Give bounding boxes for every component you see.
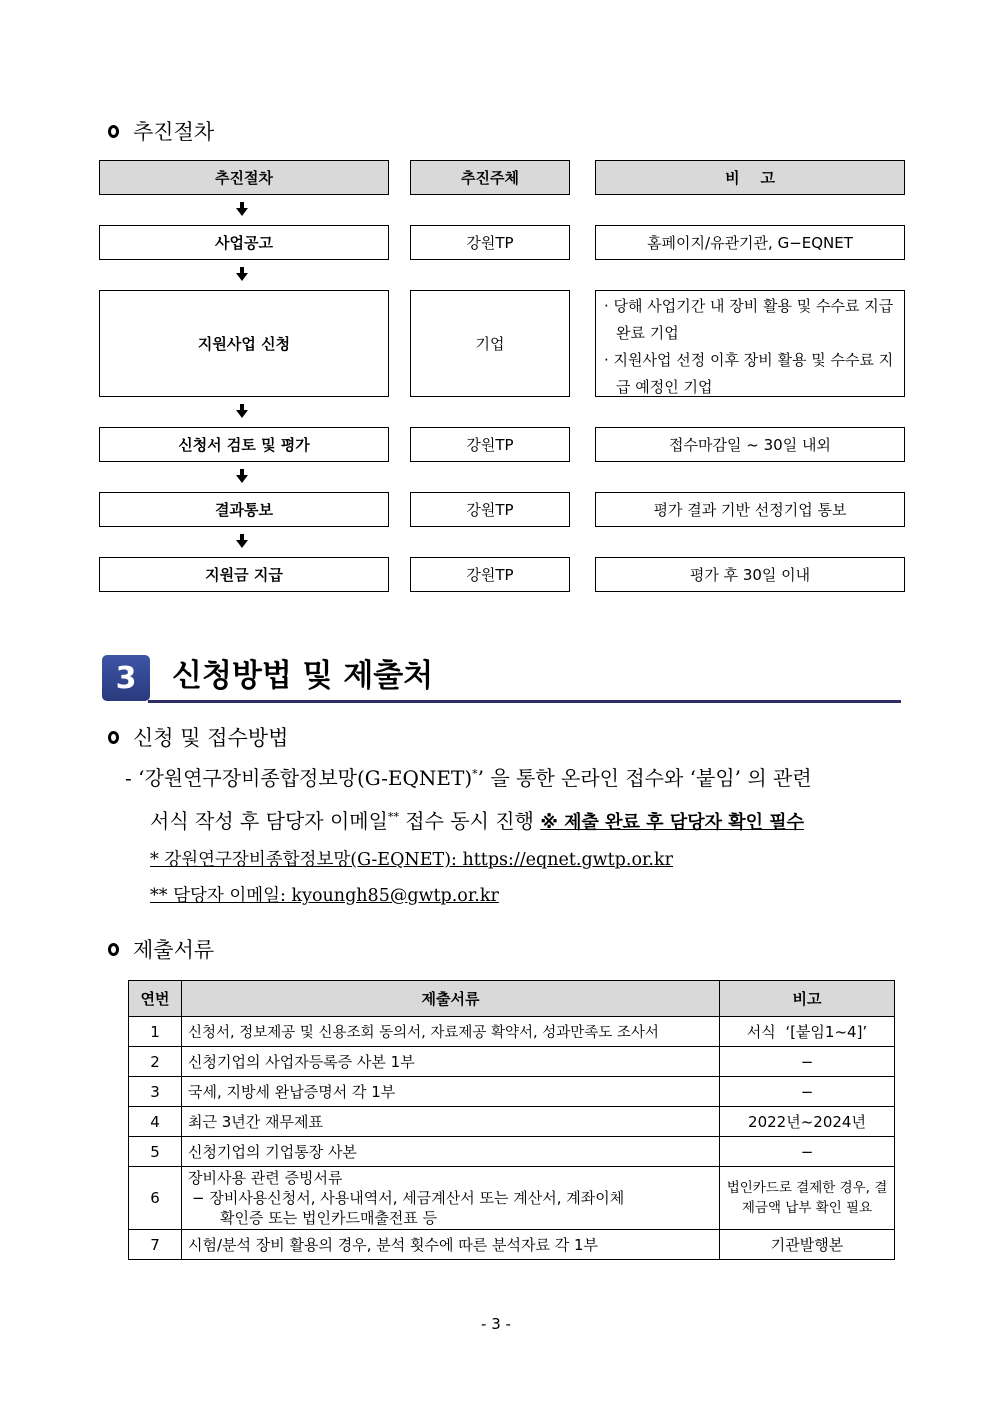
flow-note-3: 접수마감일 ~ 30일 내외	[595, 427, 905, 462]
table-header-row	[129, 981, 895, 1017]
row-number: 2	[129, 1047, 182, 1077]
footnote-eqnet-url[interactable]: * 강원연구장비종합정보망(G-EQNET): https://eqnet.gwtp.or.kr	[150, 850, 673, 870]
flow-note-2-item: · 지원사업 선정 이후 장비 활용 및 수수료 지급 예정인 기업	[604, 351, 894, 396]
documents-heading-text: 제출서류	[133, 938, 215, 962]
method-line-1-text: - ‘강원연구장비종합정보망(G-EQNET)	[125, 766, 473, 790]
flow-actor-1: 강원TP	[410, 225, 570, 260]
row-note: 2022년~2024년	[720, 1107, 895, 1137]
flow-note-2-item: · 당해 사업기간 내 장비 활용 및 수수료 지급 완료 기업	[604, 297, 894, 342]
row-number: 6	[129, 1167, 182, 1230]
row-note: −	[720, 1047, 895, 1077]
down-arrow-icon	[236, 534, 248, 548]
row-note: −	[720, 1077, 895, 1107]
column-header-no: 연번	[129, 981, 182, 1017]
down-arrow-icon	[236, 267, 248, 281]
table-row	[129, 1047, 895, 1077]
down-arrow-icon	[236, 202, 248, 216]
table-row	[129, 1017, 895, 1047]
flow-step-1: 사업공고	[99, 225, 389, 260]
procedure-heading	[108, 116, 214, 146]
flow-actor-3: 강원TP	[410, 427, 570, 462]
flow-header-actor: 추진주체	[410, 160, 570, 195]
column-header-note: 비고	[720, 981, 895, 1017]
footnote-marker: *	[472, 767, 478, 781]
method-line-2	[150, 805, 804, 834]
row-document: 국세, 지방세 완납증명서 각 1부	[182, 1077, 720, 1107]
flow-note-4: 평가 결과 기반 선정기업 통보	[595, 492, 905, 527]
row-note: −	[720, 1137, 895, 1167]
confirmation-notice: ※ 제출 완료 후 담당자 확인 필수	[540, 812, 805, 833]
section-title: 신청방법 및 제출처	[172, 658, 434, 694]
flow-actor-4: 강원TP	[410, 492, 570, 527]
table-row	[129, 1077, 895, 1107]
flow-step-2: 지원사업 신청	[99, 290, 389, 397]
flow-step-4: 결과통보	[99, 492, 389, 527]
row-number: 1	[129, 1017, 182, 1047]
table-row	[129, 1167, 895, 1230]
row-document-detail: − 장비사용신청서, 사용내역서, 세금계산서 또는 계산서, 계좌이체	[192, 1189, 625, 1207]
column-header-doc: 제출서류	[182, 981, 720, 1017]
row-number: 4	[129, 1107, 182, 1137]
row-document-detail: 확인증 또는 법인카드매출전표 등	[220, 1209, 438, 1227]
method-line-1	[125, 762, 812, 791]
documents-table	[128, 980, 895, 1260]
flow-note-5: 평가 후 30일 이내	[595, 557, 905, 592]
down-arrow-icon	[236, 404, 248, 418]
row-document	[182, 1167, 720, 1230]
method-line-1-rest: ’ 을 통한 온라인 접수와 ‘붙임’ 의 관련	[477, 766, 812, 790]
row-note: 서식 ‘[붙임1~4]’	[720, 1017, 895, 1047]
row-number: 7	[129, 1230, 182, 1260]
documents-heading	[108, 934, 214, 964]
row-document: 최근 3년간 재무제표	[182, 1107, 720, 1137]
row-note: 법인카드로 결제한 경우, 결제금액 납부 확인 필요	[720, 1167, 895, 1230]
row-document: 시험/분석 장비 활용의 경우, 분석 횟수에 따른 분석자료 각 1부	[182, 1230, 720, 1260]
footnote-marker: **	[387, 810, 399, 824]
flow-actor-5: 강원TP	[410, 557, 570, 592]
section-number-badge: 3	[102, 655, 150, 701]
flow-step-3: 신청서 검토 및 평가	[99, 427, 389, 462]
down-arrow-icon	[236, 469, 248, 483]
row-document: 신청기업의 기업통장 사본	[182, 1137, 720, 1167]
application-method-heading-text: 신청 및 접수방법	[133, 726, 289, 750]
flow-step-5: 지원금 지급	[99, 557, 389, 592]
row-number: 3	[129, 1077, 182, 1107]
row-document: 신청서, 정보제공 및 신용조회 동의서, 자료제공 확약서, 성과만족도 조사서	[182, 1017, 720, 1047]
table-row	[129, 1107, 895, 1137]
circle-bullet-icon	[108, 943, 119, 956]
application-method-heading	[108, 722, 288, 752]
page-number: - 3 -	[481, 1315, 511, 1333]
flow-note-1: 홈페이지/유관기관, G−EQNET	[595, 225, 905, 260]
row-number: 5	[129, 1137, 182, 1167]
flow-note-2	[595, 290, 905, 397]
row-document: 신청기업의 사업자등록증 사본 1부	[182, 1047, 720, 1077]
flow-header-note: 비 고	[595, 160, 905, 195]
row-document-title: 장비사용 관련 증빙서류	[188, 1169, 343, 1187]
flow-header-step: 추진절차	[99, 160, 389, 195]
procedure-heading-text: 추진절차	[133, 120, 215, 144]
row-note: 기관발행본	[720, 1230, 895, 1260]
footnote-contact-email[interactable]: ** 담당자 이메일: kyoungh85@gwtp.or.kr	[150, 886, 499, 906]
circle-bullet-icon	[108, 731, 119, 744]
title-underline	[148, 700, 901, 703]
flow-actor-2: 기업	[410, 290, 570, 397]
method-line-2-text: 서식 작성 후 담당자 이메일	[150, 809, 388, 833]
table-row	[129, 1230, 895, 1260]
method-line-2-rest: 접수 동시 진행	[398, 809, 541, 833]
table-row	[129, 1137, 895, 1167]
circle-bullet-icon	[108, 125, 119, 138]
